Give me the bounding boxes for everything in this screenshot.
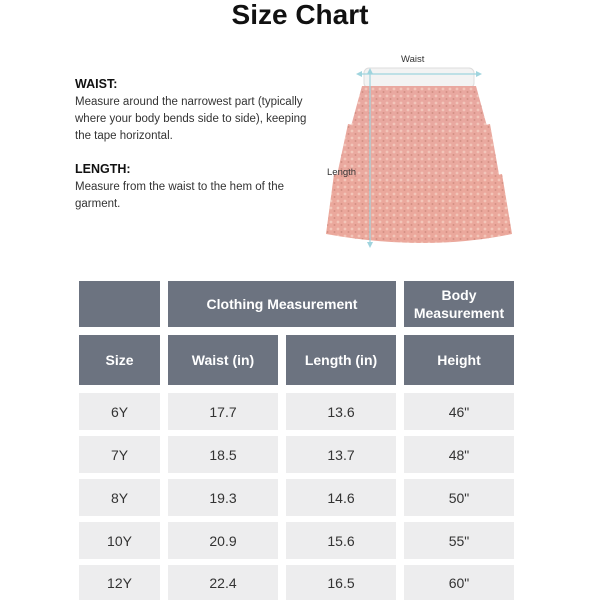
length-description	[75, 161, 325, 213]
column-header-size: Size	[79, 335, 160, 385]
table-cell-size: 6Y	[79, 393, 160, 430]
table-corner	[79, 281, 160, 327]
table-cell-height: 55"	[404, 522, 514, 559]
waist-description	[75, 76, 325, 145]
table-cell-waist: 17.7	[168, 393, 278, 430]
column-header-length: Length (in)	[286, 335, 396, 385]
table-cell-waist: 18.5	[168, 436, 278, 473]
waist-heading: WAIST:	[75, 77, 118, 91]
page-title: Size Chart	[231, 0, 369, 30]
clothing-measurement-header: Clothing Measurement	[168, 281, 396, 327]
length-label: Length	[327, 167, 357, 178]
table-cell-size: 10Y	[79, 522, 160, 559]
table-cell-size: 12Y	[79, 565, 160, 600]
waist-label: Waist	[401, 54, 425, 65]
table-cell-length: 15.6	[286, 522, 396, 559]
column-header-waist: Waist (in)	[168, 335, 278, 385]
body-measurement-header: Body Measurement	[404, 281, 514, 327]
column-header-height: Height	[404, 335, 514, 385]
table-cell-size: 7Y	[79, 436, 160, 473]
table-cell-height: 50"	[404, 479, 514, 516]
length-text: Measure from the waist to the hem of the garment.	[75, 181, 285, 210]
table-cell-height: 48"	[404, 436, 514, 473]
table-cell-waist: 22.4	[168, 565, 278, 600]
skirt-image	[322, 52, 512, 252]
table-cell-waist: 19.3	[168, 479, 278, 516]
table-cell-height: 60"	[404, 565, 514, 600]
waist-text: Measure around the narrowest part (typically where your body bends side to side), keeping the tape horizontal.	[75, 96, 307, 142]
table-cell-height: 46"	[404, 393, 514, 430]
skirt-diagram	[322, 52, 512, 252]
table-cell-length: 16.5	[286, 565, 396, 600]
table-cell-size: 8Y	[79, 479, 160, 516]
table-cell-length: 13.6	[286, 393, 396, 430]
table-cell-length: 14.6	[286, 479, 396, 516]
table-cell-waist: 20.9	[168, 522, 278, 559]
length-heading: LENGTH:	[75, 162, 131, 176]
table-cell-length: 13.7	[286, 436, 396, 473]
